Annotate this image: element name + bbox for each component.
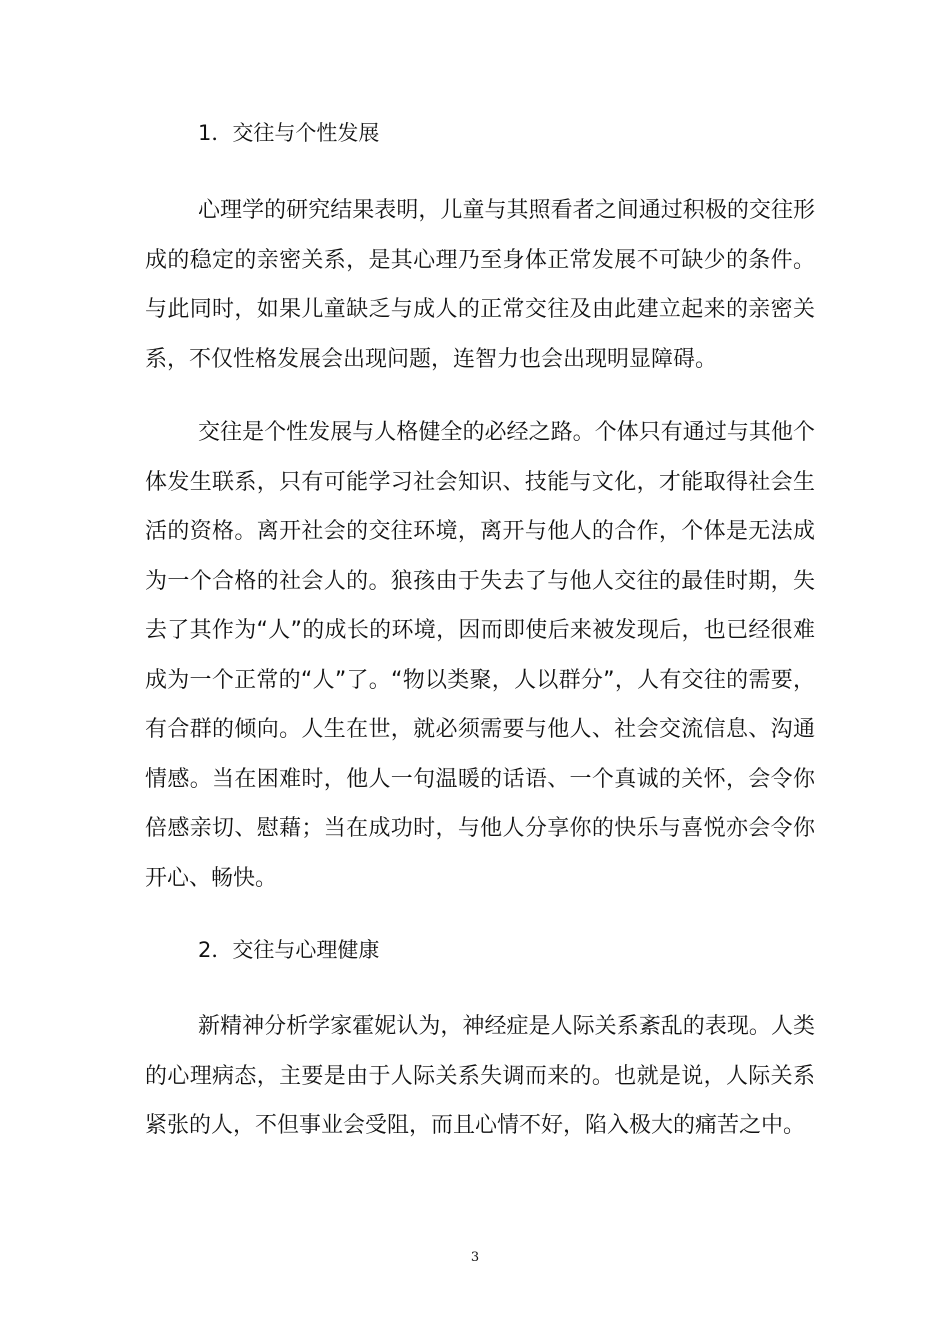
page-number: 3 bbox=[470, 1250, 480, 1265]
paragraph-2: 交往是个性发展与人格健全的必经之路。个体只有通过与其他个体发生联系，只有可能学习社会知识、技能与文化，才能取得社会生活的资格。离开社会的交往环境，离开与他人的合作，个体是无法成为一个合格的社会人的。狼孩由于失去了与他人交往的最佳时期，失去了其作为“人”的成长的环境，因而即使后来被发现后，也已经很难成为一个正常的“人”了。“物以类聚，人以群分”，人有交往的需要，有合群的倾向。人生在世，就必须需要与他人、社会交流信息、沟通情感。当在困难时，他人一句温暖的话语、一个真诚的关怀，会令你倍感亲切、慰藉；当在成功时，与他人分享你的快乐与喜悦亦会令你开心、畅快。 bbox=[145, 420, 815, 891]
paragraph-1: 心理学的研究结果表明，儿童与其照看者之间通过积极的交往形成的稳定的亲密关系，是其心理乃至身体正常发展不可缺少的条件。与此同时，如果儿童缺乏与成人的正常交往及由此建立起来的亲密关系，不仅性格发展会出现问题，连智力也会出现明显障碍。 bbox=[145, 198, 815, 372]
section-heading-2: 2．交往与心理健康 bbox=[198, 938, 380, 962]
section-heading-1: 1．交往与个性发展 bbox=[198, 121, 380, 145]
paragraph-3: 新精神分析学家霍妮认为，神经症是人际关系紊乱的表现。人类的心理病态，主要是由于人际关系失调而来的。也就是说，人际关系紧张的人，不但事业会受阻，而且心情不好，陷入极大的痛苦之中。 bbox=[145, 1014, 815, 1138]
